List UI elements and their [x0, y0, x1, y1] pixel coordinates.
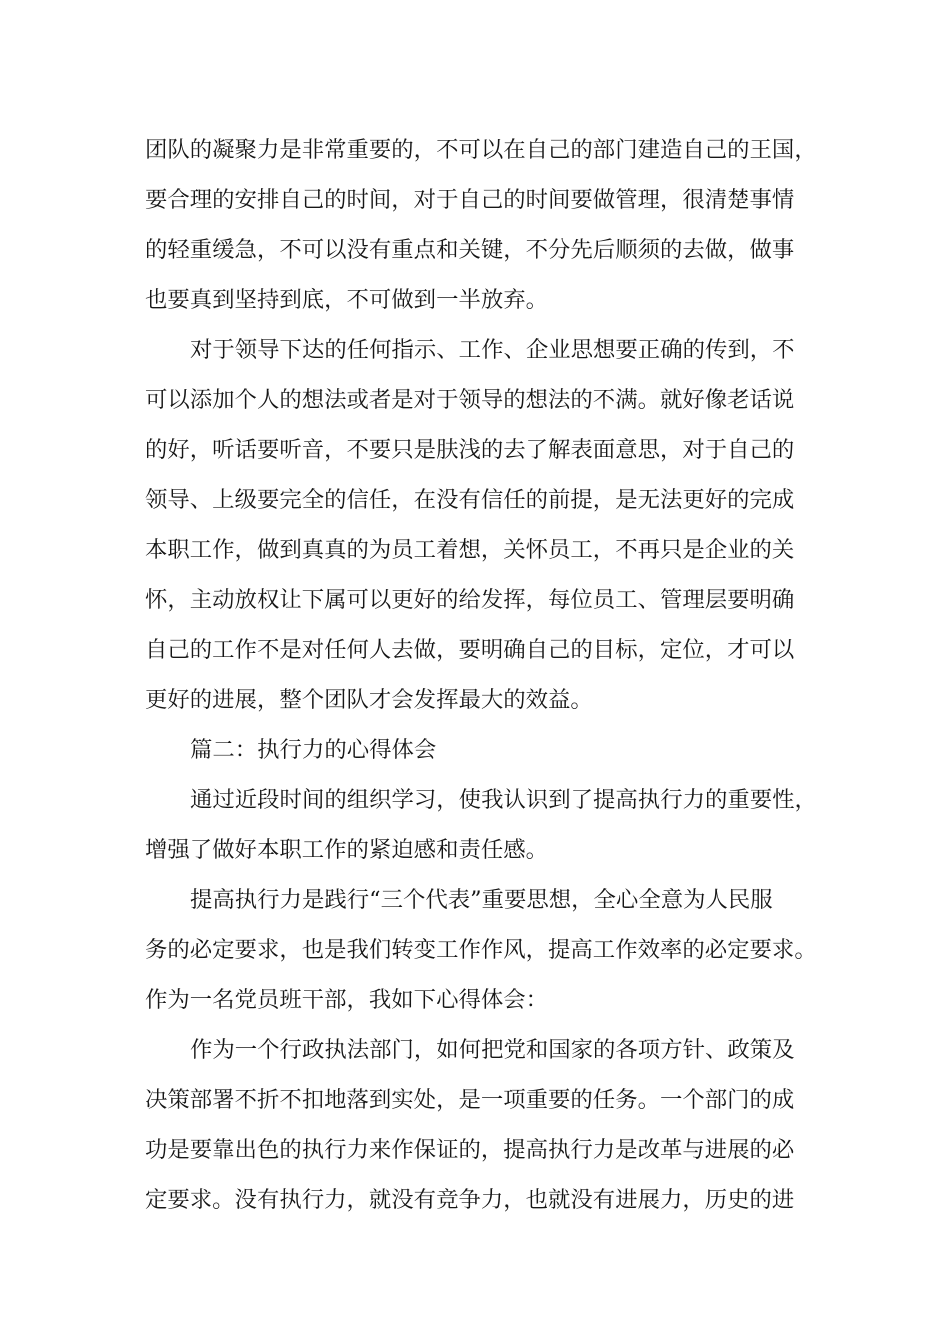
text-line: 更好的进展，整个团队才会发挥最大的效益。 — [145, 687, 593, 713]
paragraph-start-line: 通过近段时间的组织学习，使我认识到了提高执行力的重要性， — [190, 787, 817, 813]
text-line: 的轻重缓急，不可以没有重点和关键，不分先后顺须的去做，做事 — [145, 237, 795, 263]
text-line: 可以添加个人的想法或者是对于领导的想法的不满。就好像老话说 — [145, 387, 795, 413]
text-line: 怀，主动放权让下属可以更好的给发挥，每位员工、管理层要明确 — [145, 587, 795, 613]
text-line: 团队的凝聚力是非常重要的，不可以在自己的部门建造自己的王国， — [145, 137, 817, 163]
text-line: 功是要靠出色的执行力来作保证的，提高执行力是改革与进展的必 — [145, 1137, 795, 1163]
text-line: 本职工作，做到真真的为员工着想，关怀员工，不再只是企业的关 — [145, 537, 795, 563]
section-heading: 篇二：执行力的心得体会 — [190, 737, 437, 763]
text-line: 要合理的安排自己的时间，对于自己的时间要做管理，很清楚事情 — [145, 187, 795, 213]
text-line: 也要真到坚持到底，不可做到一半放弃。 — [145, 287, 549, 313]
text-line: 决策部署不折不扣地落到实处，是一项重要的任务。一个部门的成 — [145, 1087, 795, 1113]
text-line: 领导、上级要完全的信任，在没有信任的前提，是无法更好的完成 — [145, 487, 795, 513]
text-line: 增强了做好本职工作的紧迫感和责任感。 — [145, 837, 549, 863]
paragraph-start-line: 作为一个行政执法部门，如何把党和国家的各项方针、政策及 — [190, 1037, 795, 1063]
text-line: 作为一名党员班干部，我如下心得体会： — [145, 987, 549, 1013]
text-line: 务的必定要求，也是我们转变工作作风，提高工作效率的必定要求。 — [145, 937, 817, 963]
paragraph-start-line: 提高执行力是践行“三个代表”重要思想，全心全意为人民服 — [190, 887, 773, 913]
text-line: 自己的工作不是对任何人去做，要明确自己的目标，定位，才可以 — [145, 637, 795, 663]
text-line: 定要求。没有执行力，就没有竞争力，也就没有进展力，历史的进 — [145, 1187, 795, 1213]
text-line: 的好，听话要听音，不要只是肤浅的去了解表面意思，对于自己的 — [145, 437, 795, 463]
paragraph-start-line: 对于领导下达的任何指示、工作、企业思想要正确的传到，不 — [190, 337, 795, 363]
